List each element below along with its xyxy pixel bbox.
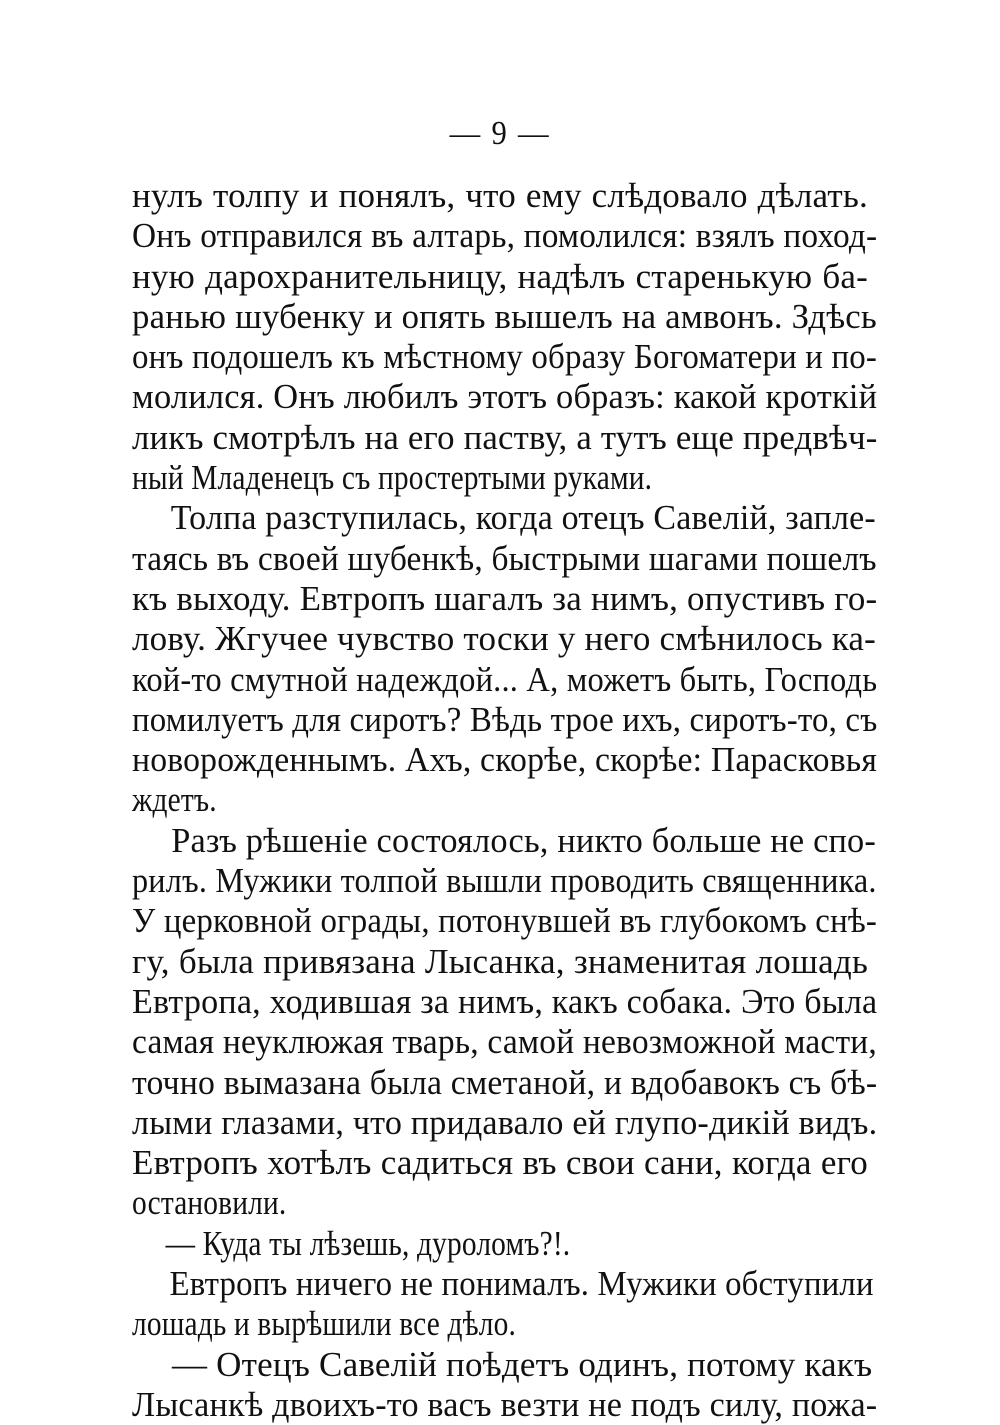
text-line: Лысанкѣ двоихъ-то васъ везти не подъ силу, пожа-	[132, 1384, 878, 1424]
text-line: ный Младенецъ съ простертыми руками.	[132, 458, 653, 498]
text-line: самая неуклюжая тварь, самой невозможной масти,	[132, 1022, 877, 1062]
text-line: лыми глазами, что придавало ей глупо-дикій видъ.	[132, 1102, 878, 1142]
text-line: ликъ смотрѣлъ на его паству, а тутъ еще предвѣч-	[132, 417, 878, 457]
text-line: новорожденнымъ. Ахъ, скорѣе, скорѣе: Парасковья	[132, 740, 878, 780]
text-line: ранью шубенку и опять вышелъ на амвонъ. Здѣсь	[132, 296, 877, 336]
body-text	[132, 176, 878, 1425]
text-line: Онъ отправился въ алтарь, помолился: взялъ поход-	[132, 216, 878, 256]
text-line: онъ подошелъ къ мѣстному образу Богоматери и по-	[132, 337, 878, 377]
text-line: гу, была привязана Лысанка, знаменитая лошадь	[132, 941, 868, 981]
text-line: ждетъ.	[132, 780, 217, 820]
text-line: нулъ толпу и понялъ, что ему слѣдовало дѣлать.	[132, 176, 868, 215]
text-line: таясь въ своей шубенкѣ, быстрыми шагами пошелъ	[132, 538, 877, 578]
text-line: У церковной ограды, потонувшей въ глубокомъ снѣ-	[132, 901, 878, 941]
text-line: Разъ рѣшеніе состоялось, никто больше не спо-	[171, 820, 877, 860]
text-line: къ выходу. Евтропъ шагалъ за нимъ, опустивъ го-	[132, 578, 878, 618]
text-line: — Куда ты лѣзешь, дуроломъ?!.	[165, 1223, 571, 1263]
text-line: Евтропъ ничего не понималъ. Мужики обступили	[169, 1264, 874, 1304]
page-number: — 9 —	[449, 115, 551, 152]
text-line: точно вымазана была сметаной, и вдобавокъ съ бѣ-	[132, 1062, 878, 1102]
text-line: рилъ. Мужики толпой вышли проводить священника.	[132, 861, 877, 901]
text-line: ную дарохранительницу, надѣлъ старенькую ба-	[132, 256, 868, 296]
text-line: Толпа разступилась, когда отецъ Савелій, запле-	[170, 498, 876, 538]
text-line: Евтропа, ходившая за нимъ, какъ собака. Это была	[132, 981, 878, 1021]
text-line: лошадь и вырѣшили все дѣло.	[132, 1304, 516, 1344]
text-line: помилуетъ для сиротъ? Вѣдь трое ихъ, сиротъ-то, съ	[132, 699, 878, 739]
text-line: лову. Жгучее чувство тоски у него смѣнилось ка-	[132, 619, 876, 659]
text-line: Евтропъ хотѣлъ садиться въ свои сани, когда его	[132, 1143, 868, 1183]
text-line: остановили.	[132, 1183, 287, 1223]
text-line: — Отецъ Савелій поѣдетъ одинъ, потому какъ	[172, 1344, 873, 1384]
text-line: кой-то смутной надеждой... А, можетъ быть, Господь	[132, 659, 878, 699]
text-line: молился. Онъ любилъ этотъ образъ: какой кроткій	[132, 377, 878, 417]
